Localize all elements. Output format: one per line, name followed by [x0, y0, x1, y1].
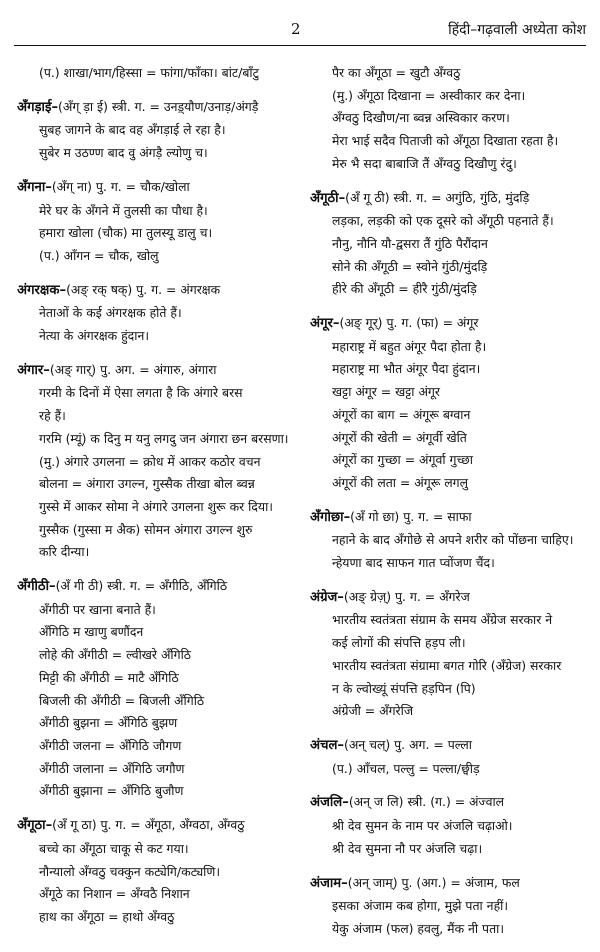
headword: अँगना– [17, 179, 52, 195]
entry-line: भारतीय स्वतंत्रता संग्राम के समय अँग्रेज सरकार ने [332, 612, 553, 628]
headword: अंग्रेज– [310, 589, 344, 605]
dictionary-entry [17, 814, 295, 929]
dictionary-entry [310, 62, 590, 176]
dictionary-entry [17, 279, 295, 348]
entry-line: अँगिठि म खाणु बणौंदन [39, 624, 144, 640]
entry-line: न्हेयणा बाद साफन गात प्वोंजण चैंद। [332, 555, 495, 571]
entry-line: अंग्रेजी = अँगरेजि [332, 703, 414, 719]
dictionary-entry [17, 96, 295, 165]
entry-line: खट्टा अंगूर = खट्टा अंगूर [332, 384, 440, 400]
header-rule [14, 45, 586, 46]
entry-line: अँगीठी बुझना = अँगिठि बुझण [39, 715, 178, 731]
entry-head [310, 872, 590, 896]
dictionary-entry [17, 176, 295, 268]
entry-line: इसका अंजाम कब होगा, मुझे पता नहीं। [332, 898, 509, 914]
headword: अँगूठी– [310, 190, 346, 206]
grammar-info: (अँ गू ठी) स्त्री. ग. = अगुंठि, गुंठि, मुंदड़ि [345, 189, 530, 205]
grammar-info: (अङ् गूर्) पु. ग. (फा) = अंगूर [339, 315, 479, 331]
entry-head [310, 791, 590, 815]
entry-line: पैर का अँगूठा = खुटौ अँग्वठु [332, 65, 461, 80]
entry-line: भारतीय स्वतंत्रता संग्रामा बगत गोरि (अँग्रेज) सरकार [332, 657, 562, 673]
entry-line: हाथ का अँगूठा = हाथो अँग्वठु [39, 908, 175, 924]
entry-line: श्री देव सुमना नौ पर अंजलि चढ़ा। [332, 840, 483, 856]
entry-line: अँगूठे का निशान = अँग्वठै निशान [39, 886, 190, 902]
grammar-info: (अँग् ना) पु. ग. = चौक/खोला [51, 178, 190, 194]
entry-head [17, 176, 295, 200]
headword: अंगूर– [310, 316, 340, 332]
dictionary-entry [310, 586, 590, 723]
entry-line: नेत्या के अंगरक्षक हुंदान। [39, 328, 150, 344]
entry-head [17, 279, 295, 303]
grammar-info: (अँ गू ठा) पु. ग. = अँगूठा, अँग्वठा, अँग्वठु [52, 817, 245, 833]
entry-head [17, 814, 295, 838]
entry-line: अँग्वठु दिखौण/ना ब्वन्न अस्विकार करण। [332, 110, 510, 126]
dictionary-entry [17, 62, 295, 85]
entry-line: अँगीठी जलना = अँगिठि जौगण [39, 737, 182, 753]
headword: अँगोछा– [310, 509, 351, 525]
entry-line: येकु अंजाम (फल) हवलु, मैंक नी पता। [332, 920, 505, 936]
entry-line: (प.) आँचल, पल्लु = पल्ला/छ्वीड़ [332, 760, 480, 776]
entry-line: सुबह जागने के बाद वह अँगड़ाई ले रहा है। [39, 122, 226, 138]
dictionary-entry [310, 872, 590, 941]
grammar-info: (अङ् ग्रेज़्) पु. ग. = अँगरेज [343, 588, 470, 604]
grammar-info: (अन् ज लि) स्त्री. (ग.) = अंज्वाल [348, 794, 505, 810]
entry-line: अंगूरों की खेती = अंगूर्वी खेति [332, 429, 467, 445]
entry-line: सोने की अँगूठी = स्वोने गुंठी/मुंदड़ि [332, 258, 488, 274]
entry-line: अँगीठी जलाना = अँगिठि जगौण [39, 760, 185, 776]
dictionary-entry [310, 791, 590, 860]
entry-head [310, 312, 590, 336]
entry-line: हीरे की अँगूठी = हीरै गुंठी/मुंदड़ि [332, 281, 477, 297]
entry-line: रहे हैं। [39, 408, 66, 424]
grammar-info: (अँ गो छा) पु. ग. = साफा [350, 508, 472, 524]
page-header [0, 0, 600, 48]
entry-line: (प.) शाखा/भाग/हिस्सा = फांगा/फाँका। बांट/बाँटु [39, 65, 259, 80]
entry-line: सुबेर म उठण्ण बाद वु अंगड़ै ल्योणु च। [39, 145, 208, 161]
entry-line: गरमि (म्यूं) क दिनु म यनु लगदु जन अंगारा छन बरसणा। [39, 430, 289, 446]
entry-head [310, 734, 590, 758]
dictionary-entry [310, 734, 590, 780]
entry-line: नौनु, नौनि यौ-द्वसरा तैं गुंठि पैरौंदान [332, 235, 488, 251]
headword: अंजाम– [310, 875, 348, 891]
page-title: हिंदी–गढ़वाली अध्येता कोश [448, 22, 586, 38]
entry-line: कई लोगों की संपत्ति हड़प ली। [332, 635, 466, 651]
entry-line: लड़का, लड़की को एक दूसरे को अँगूठी पहनाते हैं। [332, 213, 554, 229]
headword: अंगार– [17, 362, 50, 378]
dictionary-entry [17, 359, 295, 564]
left-column [17, 62, 295, 940]
entry-line: बिजली की अँगीठी = बिजली अँगिठि [39, 692, 205, 708]
grammar-info: (अँ गी ठी) स्त्री. ग. = अँगीठि, अँगिठि [55, 578, 228, 594]
grammar-info: (अङ् रक् षक्) पु. ग. = अंगरक्षक [66, 281, 221, 297]
entry-head [310, 586, 590, 610]
entry-line: श्री देव सुमन के नाम पर अंजलि चढ़ाओ। [332, 818, 513, 834]
entry-line: अँगीठी पर खाना बनाते हैं। [39, 601, 156, 617]
entry-line: अँगीठी बुझाना = अँगिठि बुजौण [39, 783, 184, 799]
grammar-info: (अन् चल्) पु. अग. = पल्ला [343, 736, 472, 752]
entry-line: मेरा भाई सदैव पिताजी को अँगूठा दिखाता रहता है। [332, 133, 559, 149]
entry-line: बोलना = अंगारा उगल्न, गुस्सैक तीखा बोल ब्वन्न [39, 476, 255, 492]
entry-line: (मु.) अँगूठा दिखाना = अस्वीकार कर देना। [332, 87, 526, 103]
entry-line: मेरे घर के अँगने में तुलसी का पौधा है। [39, 202, 208, 218]
entry-line: अंगूरों का गुच्छा = अंगूर्वा गुच्छा [332, 452, 473, 468]
dictionary-entry [310, 187, 590, 302]
entry-head [17, 96, 295, 120]
entry-line: मिट्टी की अँगीठी = माटै अँगिठि [39, 669, 179, 685]
grammar-info: (अँग् ड़ा ई) स्त्री. ग. = उनड़्यौण/उनाड़/अंगड़ै [58, 98, 259, 114]
entry-line: नौन्यालो अँग्वठु चक्कुन कट्येगि/कट्यणि। [39, 863, 221, 879]
entry-line: नहाने के बाद अँगोछे से अपने शरीर को पोंछना चाहिए। [332, 532, 574, 548]
entry-head [17, 575, 295, 599]
dictionary-entry [310, 312, 590, 495]
entry-line: बच्चे का अँगूठा चाकू से कट गया। [39, 840, 189, 856]
page-number: 2 [291, 20, 301, 38]
entry-line: महाराष्ट्र मा भौत अंगूर पैदा हुंदान। [332, 361, 481, 377]
entry-line: महाराष्ट्र में बहुत अंगूर पैदा होता है। [332, 338, 487, 354]
entry-line: गुस्सैक (गुस्सा म अैक) सोमन अंगारा उगल्न शुरु [39, 521, 253, 537]
entry-line: (मु.) अंगारे उगलना = क्रोध में आकर कठोर वचन [39, 453, 261, 469]
entry-line: मेरु भै सदा बाबाजि तैं अँग्वठु दिखौणु रंदु। [332, 155, 517, 171]
entry-line: अंगूरों का बाग = अंगूरू बग्वान [332, 406, 471, 422]
entry-line: (प.) आँगन = चौक, खोलु [39, 247, 159, 263]
entry-line: नेताओं के कई अंगरक्षक होते हैं। [39, 305, 182, 321]
right-column [310, 62, 590, 952]
entry-line: लोहे की अँगीठी = ल्वीखरे अँगिठि [39, 647, 191, 663]
entry-head [310, 506, 590, 530]
entry-head [17, 359, 295, 383]
entry-line: गरमी के दिनों में ऐसा लगता है कि अंगारे बरस [39, 385, 243, 401]
entry-line: गुस्से में आकर सोमा ने अंगारे उगलना शुरू कर दिया। [39, 498, 273, 514]
entry-line: हमारा खोला (चौक) मा तुलस्यू डालु च। [39, 225, 213, 241]
headword: अँगड़ाई– [17, 99, 59, 115]
dictionary-entry [310, 506, 590, 575]
headword: अंजलि– [310, 795, 349, 811]
entry-line: अंगूरों की लता = अंगूरू लगलु [332, 474, 469, 490]
headword: अंचल– [310, 737, 344, 753]
entry-line: न के ल्वोख्यूं संपत्ति हड़पिन (पि) [332, 680, 476, 696]
grammar-info: (अङ् गार्) पु. अग. = अंगारु, अंगारा [49, 361, 217, 377]
entry-head [310, 187, 590, 211]
dictionary-entry [17, 575, 295, 803]
entry-line: करि दीन्या। [39, 544, 90, 560]
grammar-info: (अन् जाम्) पु. (अग.) = अंजाम, फल [347, 874, 520, 890]
headword: अंगरक्षक– [17, 282, 67, 298]
headword: अँगीठी– [17, 579, 56, 595]
headword: अँगूठा– [17, 818, 53, 834]
